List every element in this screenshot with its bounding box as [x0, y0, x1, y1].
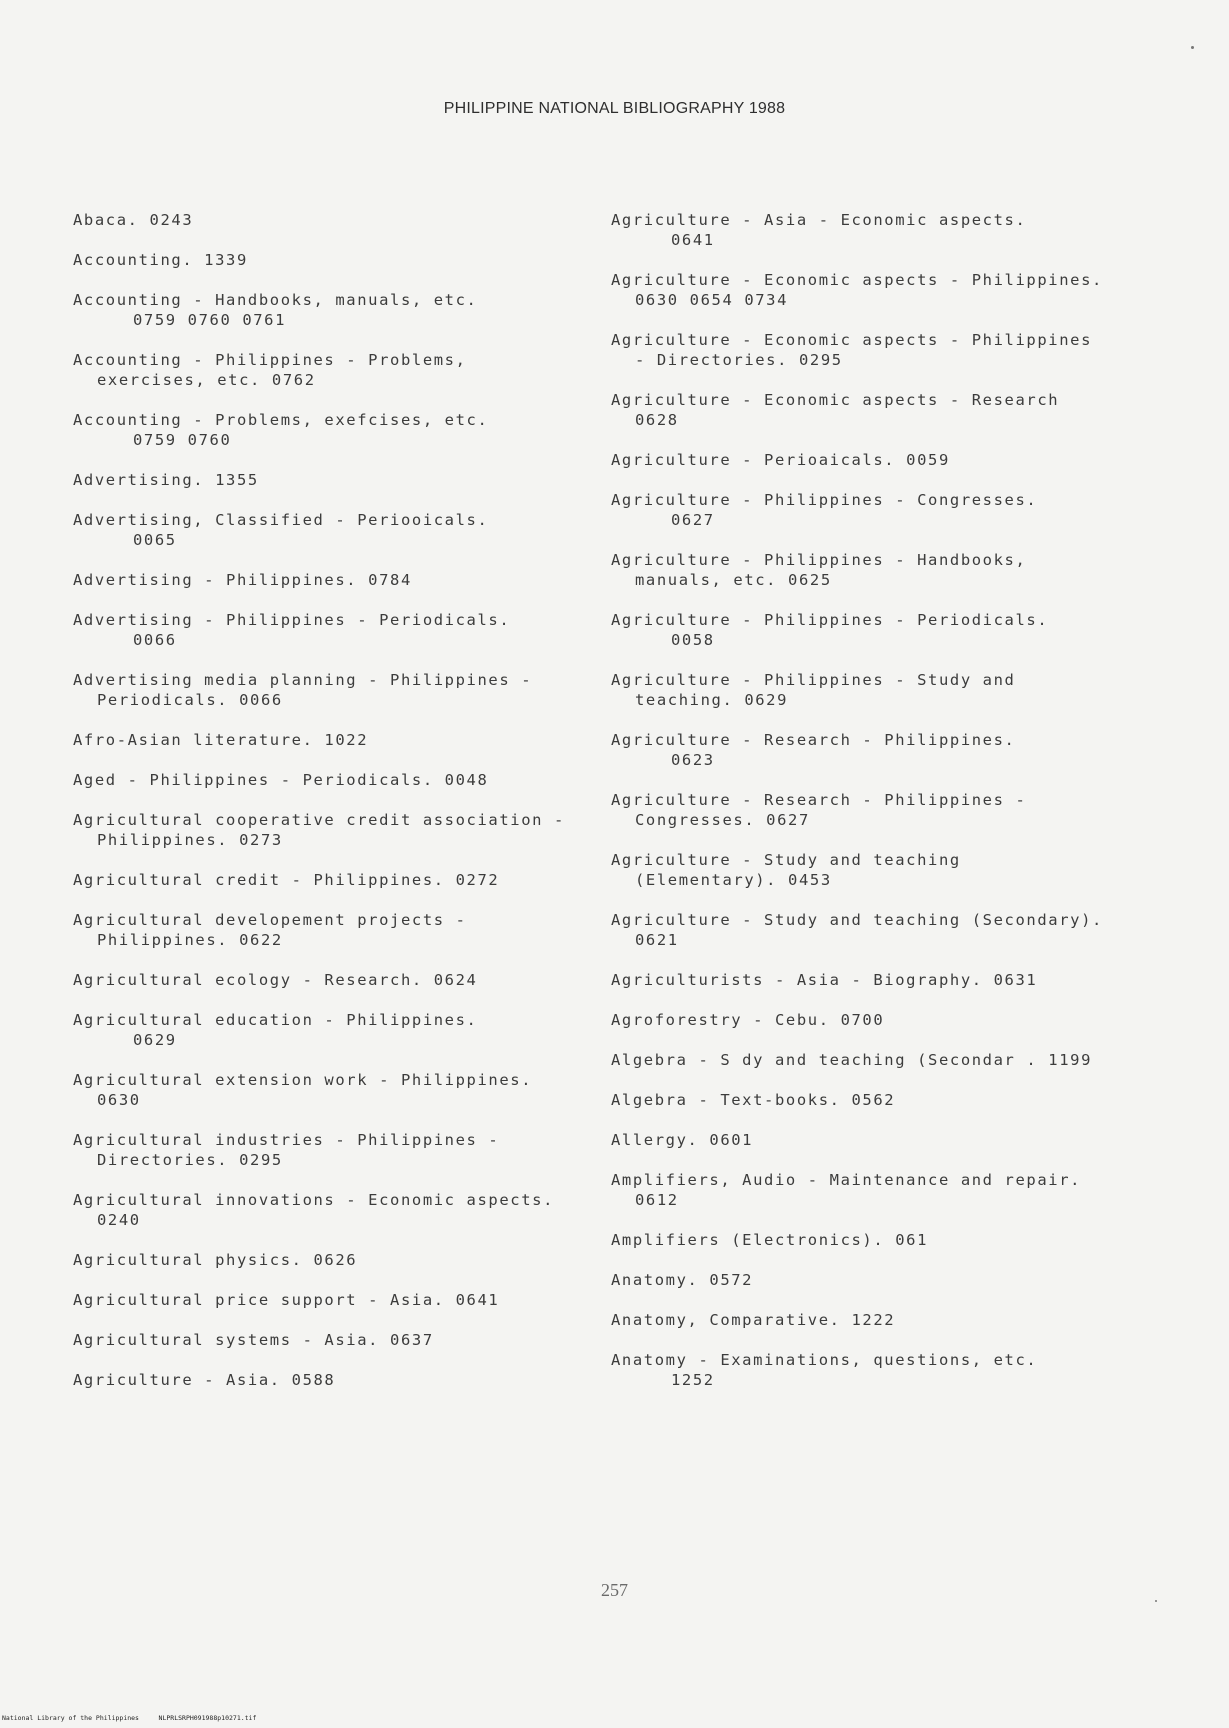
index-entry: [611, 910, 1111, 950]
scan-speck: [1155, 1600, 1157, 1602]
entry-heading: Advertising - Philippines - Periodicals.: [73, 611, 511, 629]
index-entry: [73, 1190, 573, 1230]
index-entry: [73, 350, 573, 390]
index-entry: [73, 1330, 573, 1350]
index-entry: [73, 210, 573, 230]
entry-heading: Allergy. 0601: [611, 1131, 754, 1149]
entry-record-numbers: 0641: [671, 231, 715, 249]
entry-heading: Agriculture - Research - Philippines.: [611, 731, 1016, 749]
index-entry: [73, 870, 573, 890]
footer-library-name: National Library of the Philippines: [2, 1714, 139, 1722]
index-entry: [611, 610, 1111, 650]
entry-heading: Agricultural innovations - Economic aspects. 0240: [73, 1191, 554, 1229]
entry-heading: Agricultural extension work - Philippines. 0630: [73, 1071, 533, 1109]
entry-heading: Advertising media planning - Philippines - Periodicals. 0066: [73, 671, 533, 709]
entry-heading: Accounting - Problems, exefcises, etc.: [73, 411, 489, 429]
entry-heading: Algebra - S dy and teaching (Secondar . 1199: [611, 1051, 1092, 1069]
index-entry: [73, 1130, 573, 1170]
index-entry: [611, 270, 1111, 310]
entry-heading: Agroforestry - Cebu. 0700: [611, 1011, 885, 1029]
entry-heading: Anatomy, Comparative. 1222: [611, 1311, 896, 1329]
index-entry: [611, 1270, 1111, 1290]
entry-heading: Agriculturists - Asia - Biography. 0631: [611, 971, 1038, 989]
entry-heading: Amplifiers (Electronics). 061: [611, 1231, 929, 1249]
entry-heading: Anatomy. 0572: [611, 1271, 754, 1289]
page-title: PHILIPPINE NATIONAL BIBLIOGRAPHY 1988: [443, 100, 786, 117]
entry-heading: Advertising, Classified - Periooicals.: [73, 511, 489, 529]
index-entry: [73, 1010, 573, 1050]
index-entry: [73, 910, 573, 950]
index-entry: [73, 290, 573, 330]
index-entry: [611, 330, 1111, 370]
entry-record-numbers: 0065: [133, 531, 177, 549]
entry-heading: Anatomy - Examinations, questions, etc.: [611, 1351, 1038, 1369]
index-entry: [73, 1070, 573, 1110]
index-entry: [73, 610, 573, 650]
entry-heading: Abaca. 0243: [73, 211, 194, 229]
index-entry: [611, 490, 1111, 530]
entry-heading: Agriculture - Economic aspects - Philippines - Directories. 0295: [611, 331, 1092, 369]
entry-heading: Agriculture - Asia. 0588: [73, 1371, 336, 1389]
entry-heading: Aged - Philippines - Periodicals. 0048: [73, 771, 489, 789]
index-entry: [73, 970, 573, 990]
entry-heading: Agricultural industries - Philippines - Directories. 0295: [73, 1131, 500, 1169]
entry-record-numbers: 0759 0760: [133, 431, 232, 449]
index-entry: [611, 1230, 1111, 1250]
entry-heading: Agriculture - Study and teaching (Secondary). 0621: [611, 911, 1103, 949]
left-index-column: [73, 210, 573, 1410]
index-entry: [73, 1250, 573, 1270]
entry-heading: Accounting. 1339: [73, 251, 248, 269]
entry-heading: Afro-Asian literature. 1022: [73, 731, 369, 749]
entry-record-numbers: 0629: [133, 1031, 177, 1049]
entry-heading: Agricultural education - Philippines.: [73, 1011, 478, 1029]
entry-heading: Agriculture - Asia - Economic aspects.: [611, 211, 1027, 229]
entry-record-numbers: 0058: [671, 631, 715, 649]
entry-heading: Advertising - Philippines. 0784: [73, 571, 412, 589]
index-entry: [73, 670, 573, 710]
entry-heading: Agricultural developement projects - Philippines. 0622: [73, 911, 467, 949]
entry-heading: Agriculture - Study and teaching (Elementary). 0453: [611, 851, 961, 889]
entry-heading: Accounting - Handbooks, manuals, etc.: [73, 291, 478, 309]
index-entry: [611, 850, 1111, 890]
index-entry: [73, 810, 573, 850]
index-entry: [611, 1090, 1111, 1110]
entry-heading: Agricultural credit - Philippines. 0272: [73, 871, 500, 889]
entry-record-numbers: 0623: [671, 751, 715, 769]
index-entry: [73, 510, 573, 550]
index-entry: [611, 1010, 1111, 1030]
entry-heading: Agricultural systems - Asia. 0637: [73, 1331, 434, 1349]
entry-heading: Advertising. 1355: [73, 471, 259, 489]
entry-record-numbers: 0627: [671, 511, 715, 529]
entry-heading: Amplifiers, Audio - Maintenance and repair. 0612: [611, 1171, 1082, 1209]
index-entry: [611, 1310, 1111, 1330]
index-entry: [73, 570, 573, 590]
right-index-column: [611, 210, 1111, 1410]
entry-heading: Agricultural cooperative credit association - Philippines. 0273: [73, 811, 565, 849]
index-entry: [611, 1050, 1111, 1070]
index-entry: [611, 390, 1111, 430]
index-entry: [611, 450, 1111, 470]
entry-heading: Agriculture - Philippines - Study and teaching. 0629: [611, 671, 1016, 709]
index-entry: [611, 550, 1111, 590]
entry-heading: Algebra - Text-books. 0562: [611, 1091, 896, 1109]
index-entry: [73, 1370, 573, 1390]
index-entry: [611, 670, 1111, 710]
scan-speck: [1191, 46, 1194, 49]
index-entry: [611, 730, 1111, 770]
entry-record-numbers: 0759 0760 0761: [133, 311, 287, 329]
entry-heading: Agriculture - Philippines - Congresses.: [611, 491, 1038, 509]
index-entry: [611, 790, 1111, 830]
entry-heading: Accounting - Philippines - Problems, exercises, etc. 0762: [73, 351, 467, 389]
entry-record-numbers: 1252: [671, 1371, 715, 1389]
entry-heading: Agriculture - Economic aspects - Research 0628: [611, 391, 1060, 429]
entry-heading: Agriculture - Philippines - Handbooks, manuals, etc. 0625: [611, 551, 1027, 589]
index-entry: [73, 1290, 573, 1310]
index-entry: [73, 410, 573, 450]
index-entry: [73, 770, 573, 790]
entry-heading: Agriculture - Philippines - Periodicals.: [611, 611, 1049, 629]
index-entry: [611, 970, 1111, 990]
entry-record-numbers: 0066: [133, 631, 177, 649]
entry-heading: Agriculture - Economic aspects - Philippines. 0630 0654 0734: [611, 271, 1103, 309]
index-entry: [611, 1350, 1111, 1390]
page-number: 257: [601, 1580, 628, 1600]
entry-heading: Agriculture - Research - Philippines - Congresses. 0627: [611, 791, 1027, 829]
index-entry: [611, 1130, 1111, 1150]
index-entry: [611, 210, 1111, 250]
entry-heading: Agricultural price support - Asia. 0641: [73, 1291, 500, 1309]
index-entry: [611, 1170, 1111, 1210]
entry-heading: Agriculture - Perioaicals. 0059: [611, 451, 950, 469]
index-entry: [73, 250, 573, 270]
scan-footer: [2, 1714, 256, 1722]
footer-file-name: NLPRLSRPH091988p10271.tif: [158, 1714, 257, 1722]
entry-heading: Agricultural physics. 0626: [73, 1251, 358, 1269]
entry-heading: Agricultural ecology - Research. 0624: [73, 971, 478, 989]
index-entry: [73, 470, 573, 490]
index-entry: [73, 730, 573, 750]
